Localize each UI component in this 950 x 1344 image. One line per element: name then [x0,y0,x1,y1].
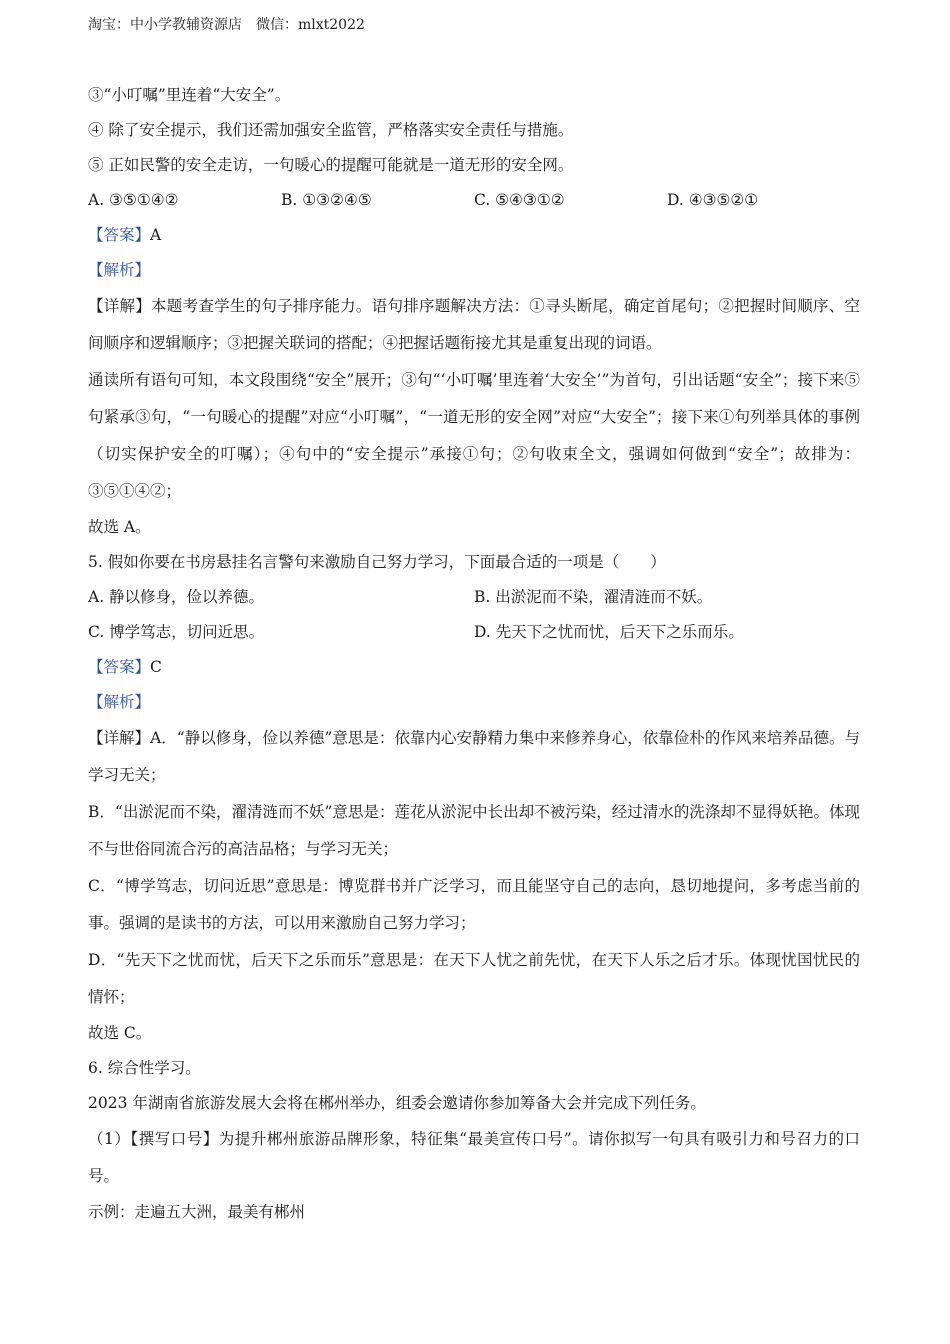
q5-analysis [88,685,860,720]
q5-options-row-2 [88,615,860,650]
q4-item-3: ③“小叮嘱”里连着“大安全”。 [88,86,291,104]
q4-conclusion: 故选 A。 [88,518,151,536]
q5-option-d: D. 先天下之忧而忧，后天下之乐而乐。 [474,623,744,641]
q4-item-4: ④ 除了安全提示，我们还需加强安全监管，严格落实安全责任与措施。 [88,121,574,139]
q5-detail-d: D．“先天下之忧而忧，后天下之乐而乐”意思是：在天下人忧之前先忧，在天下人乐之后才乐。体现忧国忧民的情怀； [88,951,860,1006]
detail-label: 【详解】 [88,297,152,315]
analysis-label: 【解析】 [88,261,151,279]
q4-answer [88,218,860,253]
detail-label: 【详解】 [88,729,151,747]
q6-intro: 2023 年湖南省旅游发展大会将在郴州举办，组委会邀请你参加筹备大会并完成下列任务。 [88,1094,706,1112]
q5-answer [88,650,860,685]
q4-item-5: ⑤ 正如民警的安全走访，一句暖心的提醒可能就是一道无形的安全网。 [88,156,574,174]
shop-name: 淘宝：中小学教辅资源店 [88,17,242,33]
q6-stem: 6. 综合性学习。 [88,1059,201,1077]
q4-reasoning: 通读所有语句可知，本文段围绕“安全”展开；③句“‘小叮嘱’里连着‘大安全’”为首句，引出话题“安全”；接下来⑤句紧承③句，“一句暖心的提醒”对应“小叮嘱”，“一道无形的安全网”对应“大安全”；接下来①句列举具体的事例（切实保护安全的叮嘱）；④句中的“安全提示”承接①句；②句收束全文，强调如何做到“安全”；故排为：③⑤①④②； [88,371,860,500]
document-body [88,78,860,1230]
q4-option-c: C. ⑤④③①② [474,191,565,209]
q4-option-a: A. ③⑤①④② [88,191,179,209]
q5-conclusion: 故选 C。 [88,1024,152,1042]
q4-option-d: D. ④③⑤②① [667,191,759,209]
q5-detail-a [88,720,860,794]
q6-example: 示例：走遍五大洲，最美有郴州 [88,1203,306,1221]
q5-option-b: B. 出淤泥而不染，濯清涟而不妖。 [474,588,713,606]
q5-detail-b: B．“出淤泥而不染，濯清涟而不妖”意思是：莲花从淤泥中长出却不被污染，经过清水的洗涤却不显得妖艳。体现不与世俗同流合污的高洁品格；与学习无关； [88,803,860,858]
q4-option-b: B. ①③②④⑤ [281,191,372,209]
answer-value: C [150,658,162,676]
q5-option-c: C. 博学笃志，切问近思。 [88,623,265,641]
answer-label: 【答案】 [88,658,151,676]
answer-label: 【答案】 [88,226,151,244]
q5-option-a: A. 静以修身，俭以养德。 [88,588,265,606]
q5-detail-c: C．“博学笃志，切问近思”意思是：博览群书并广泛学习，而且能坚守自己的志向，恳切地提问，多考虑当前的事。强调的是读书的方法，可以用来激励自己努力学习； [88,877,860,932]
detail-a-text: A．“静以修身，俭以养德”意思是：依靠内心安静精力集中来修养身心，依靠俭朴的作风来培养品德。与学习无关； [88,729,860,784]
q4-detail [88,288,860,362]
q5-stem: 5. 假如你要在书房悬挂名言警句来激励自己努力学习，下面最合适的一项是（ ） [88,553,666,571]
q5-options-row-1 [88,580,860,615]
wechat-id: 微信：mlxt2022 [256,17,365,33]
page-header [88,14,365,34]
analysis-label: 【解析】 [88,693,151,711]
detail-text: 本题考查学生的句子排序能力。语句排序题解决方法：①寻头断尾，确定首尾句；②把握时间顺序、空间顺序和逻辑顺序；③把握关联词的搭配；④把握话题衔接尤其是重复出现的词语。 [88,297,860,352]
q4-options [88,183,860,218]
q6-task-1: （1）【撰写口号】为提升郴州旅游品牌形象，特征集“最美宣传口号”。请你拟写一句具有吸引力和号召力的口号。 [88,1130,860,1185]
answer-value: A [150,226,162,244]
q4-analysis [88,253,860,288]
